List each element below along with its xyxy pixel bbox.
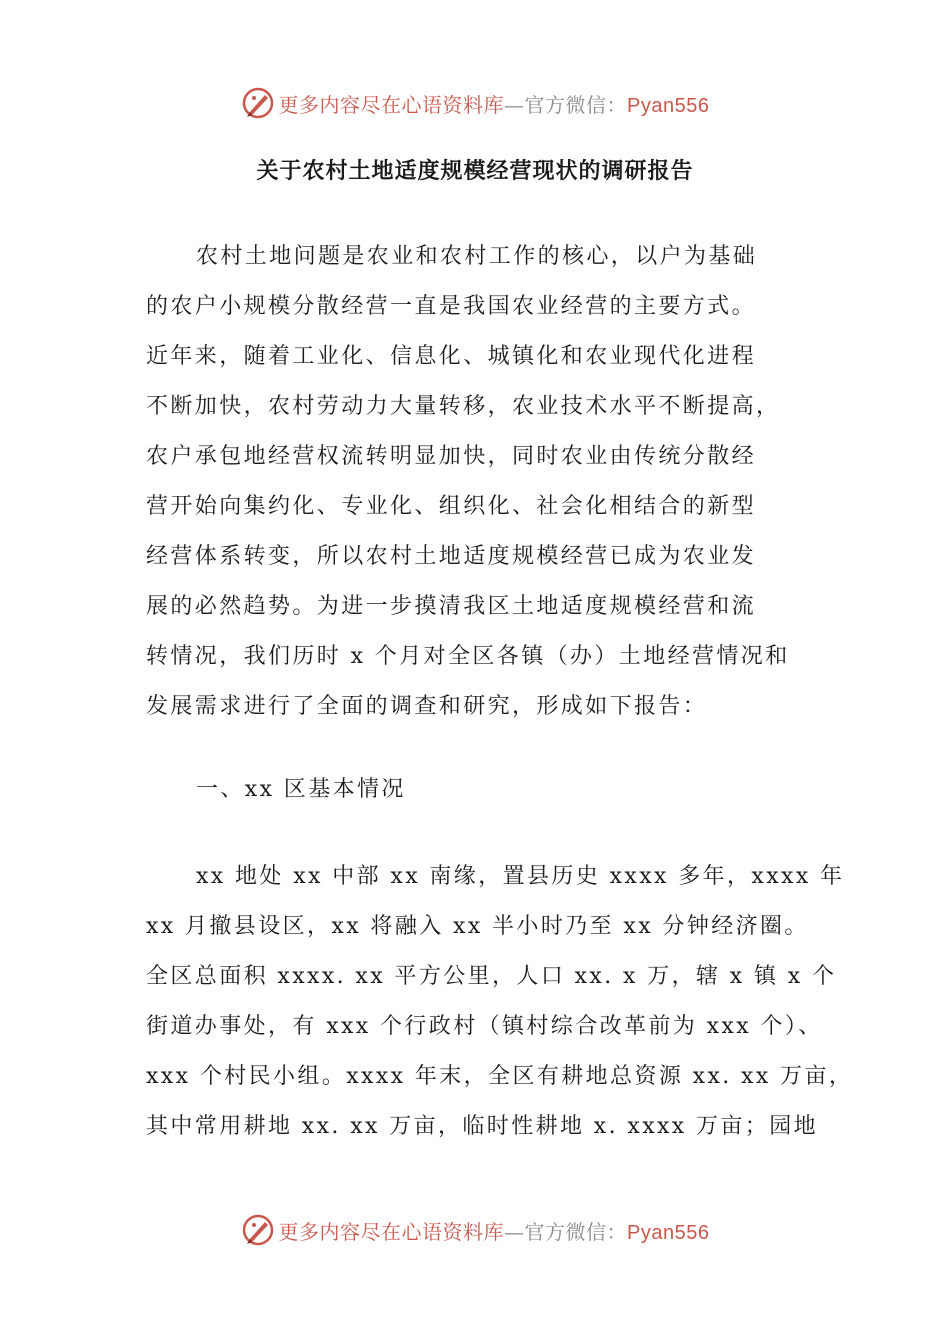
paragraph-basic-info (146, 852, 854, 1152)
paragraph-line: 展的必然趋势。为进一步摸清我区土地适度规模经营和流 (146, 594, 757, 619)
paragraph-line: 街道办事处，有 xxx 个行政村（镇村综合改革前为 xxx 个）、 (146, 1014, 823, 1039)
watermark-text-main: 更多内容尽在心语资料库 (278, 1219, 505, 1244)
watermark-wechat-id: Pyan556 (627, 94, 710, 117)
paragraph-line: 其中常用耕地 xx. xx 万亩，临时性耕地 x. xxxx 万亩；园地 (146, 1114, 819, 1139)
paragraph-line: 转情况，我们历时 x 个月对全区各镇（办）土地经营情况和 (146, 644, 790, 669)
quill-logo-icon (241, 1213, 275, 1247)
watermark-banner-top (0, 83, 950, 123)
paragraph-line: 农村土地问题是农业和农村工作的核心，以户为基础 (196, 244, 758, 269)
paragraph-line: 近年来，随着工业化、信息化、城镇化和农业现代化进程 (146, 344, 757, 369)
paragraph-intro (146, 232, 818, 732)
document-title: 关于农村土地适度规模经营现状的调研报告 (256, 158, 694, 184)
watermark-wechat-id: Pyan556 (627, 1221, 710, 1244)
paragraph-line: xx 地处 xx 中部 xx 南缘，置县历史 xxxx 多年，xxxx 年 (196, 864, 845, 889)
paragraph-line: xx 月撤县设区，xx 将融入 xx 半小时乃至 xx 分钟经济圈。 (146, 914, 809, 939)
watermark-banner-bottom (0, 1210, 950, 1250)
paragraph-line: 的农户小规模分散经营一直是我国农业经营的主要方式。 (146, 294, 757, 319)
paragraph-line: 全区总面积 xxxx. xx 平方公里，人口 xx. x 万，辖 x 镇 x 个 (146, 964, 837, 989)
paragraph-line: xxx 个村民小组。xxxx 年末，全区有耕地总资源 xx. xx 万亩， (146, 1064, 854, 1089)
section-heading-text: 一、xx 区基本情况 (196, 777, 406, 802)
paragraph-line: 经营体系转变，所以农村土地适度规模经营已成为农业发 (146, 544, 757, 569)
paragraph-line: 营开始向集约化、专业化、组织化、社会化相结合的新型 (146, 494, 757, 519)
watermark-text-main: 更多内容尽在心语资料库 (278, 92, 505, 117)
paragraph-line: 发展需求进行了全面的调查和研究，形成如下报告： (146, 694, 708, 719)
quill-logo-icon (241, 86, 275, 120)
paragraph-line: 农户承包地经营权流转明显加快，同时农业由传统分散经 (146, 444, 757, 469)
paragraph-line: 不断加快，农村劳动力大量转移，农业技术水平不断提高， (146, 394, 781, 419)
watermark-text-sub: —官方微信： (504, 1219, 628, 1244)
section-heading (146, 765, 818, 815)
watermark-text-sub: —官方微信： (504, 92, 628, 117)
